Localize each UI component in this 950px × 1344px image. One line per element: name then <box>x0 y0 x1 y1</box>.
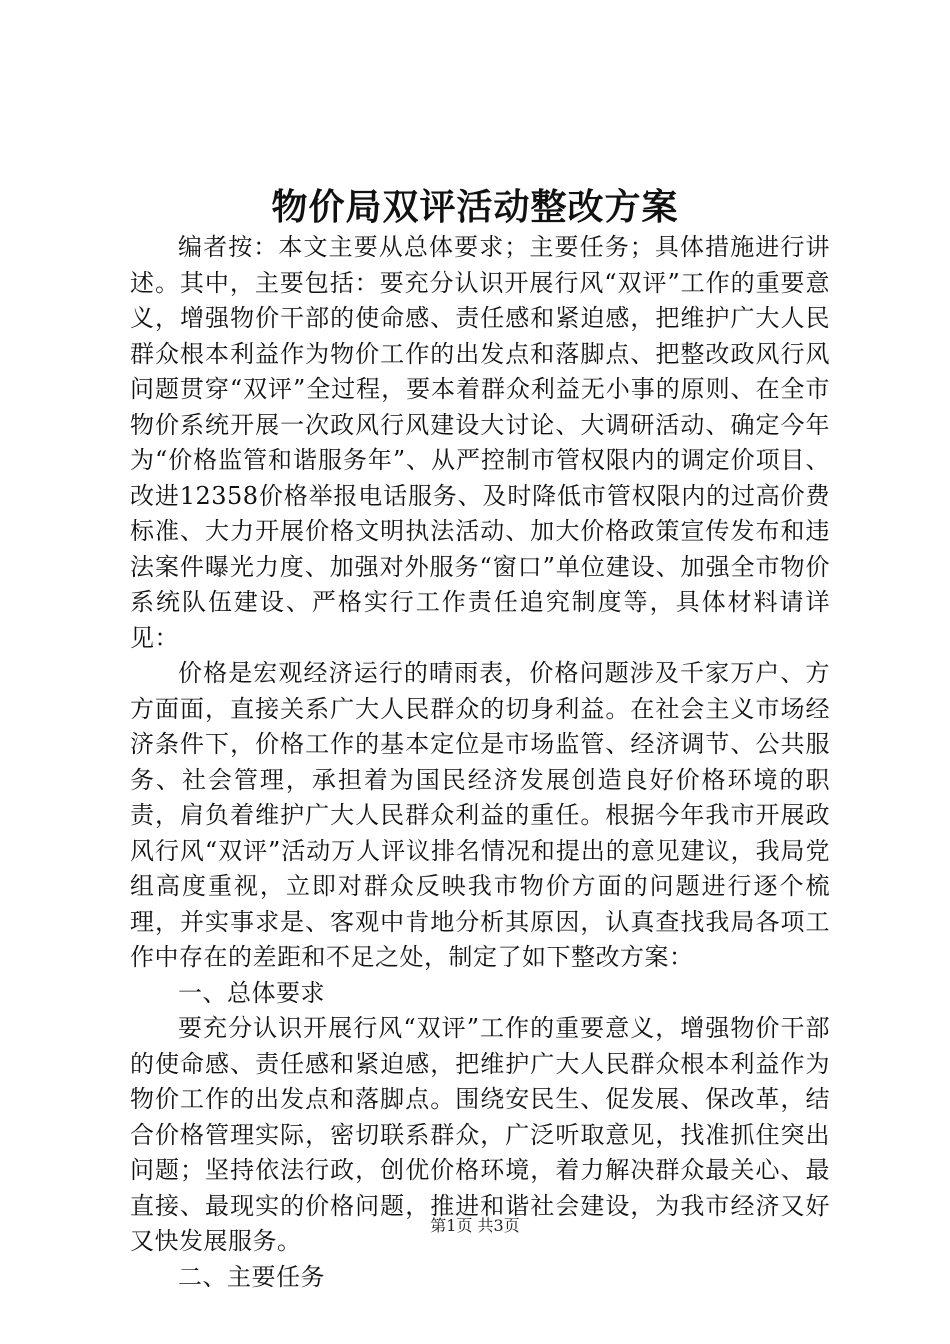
section-heading-main-tasks: 二、主要任务 <box>178 1262 325 1291</box>
document-body <box>130 230 830 1295</box>
intro-paragraph: 价格是宏观经济运行的晴雨表，价格问题涉及千家万户、方方面面，直接关系广大人民群众的切身利益。在社会主义市场经济条件下，价格工作的基本定位是市场监管、经济调节、公共服务、社会管理，承担着为国民经济发展创造良好价格环境的职责，肩负着维护广大人民群众利益的重任。根据今年我市开展政风行风“双评”活动万人评议排名情况和提出的意见建议，我局党组高度重视，立即对群众反映我市物价方面的问题进行逐个梳理，并实事求是、客观中肯地分析其原因，认真查找我局各项工作中存在的差距和不足之处，制定了如下整改方案： <box>130 659 830 971</box>
editor-note-paragraph: 编者按：本文主要从总体要求；主要任务；具体措施进行讲述。其中，主要包括：要充分认识开展行风“双评”工作的重要意义，增强物价干部的使命感、责任感和紧迫感，把维护广大人民群众根本利益作为物价工作的出发点和落脚点、把整改政风行风问题贯穿“双评”全过程，要本着群众利益无小事的原则、在全市物价系统开展一次政风行风建设大讨论、大调研活动、确定今年为“价格监管和谐服务年”、从严控制市管权限内的调定价项目、改进12358价格举报电话服务、及时降低市管权限内的过高价费标准、大力开展价格文明执法活动、加大价格政策宣传发布和违法案件曝光力度、加强对外服务“窗口”单位建设、加强全市物价系统队伍建设、严格实行工作责任追究制度等，具体材料请详见： <box>130 233 830 652</box>
section-heading-general-requirements: 一、总体要求 <box>178 978 325 1007</box>
page-number-footer: 第1页 共3页 <box>430 1216 520 1235</box>
general-requirements-paragraph: 要充分认识开展行风“双评”工作的重要意义，增强物价干部的使命感、责任感和紧迫感，把维护广大人民群众根本利益作为物价工作的出发点和落脚点。围绕安民生、促发展、保改革，结合价格管理实际，密切联系群众，广泛听取意见，找准抓住突出问题；坚持依法行政，创优价格环境，着力解决群众最关心、最直接、最现实的价格问题，推进和谐社会建设，为我市经济又好又快发展服务。 <box>130 1014 830 1255</box>
document-title: 物价局双评活动整改方案 <box>271 186 679 228</box>
